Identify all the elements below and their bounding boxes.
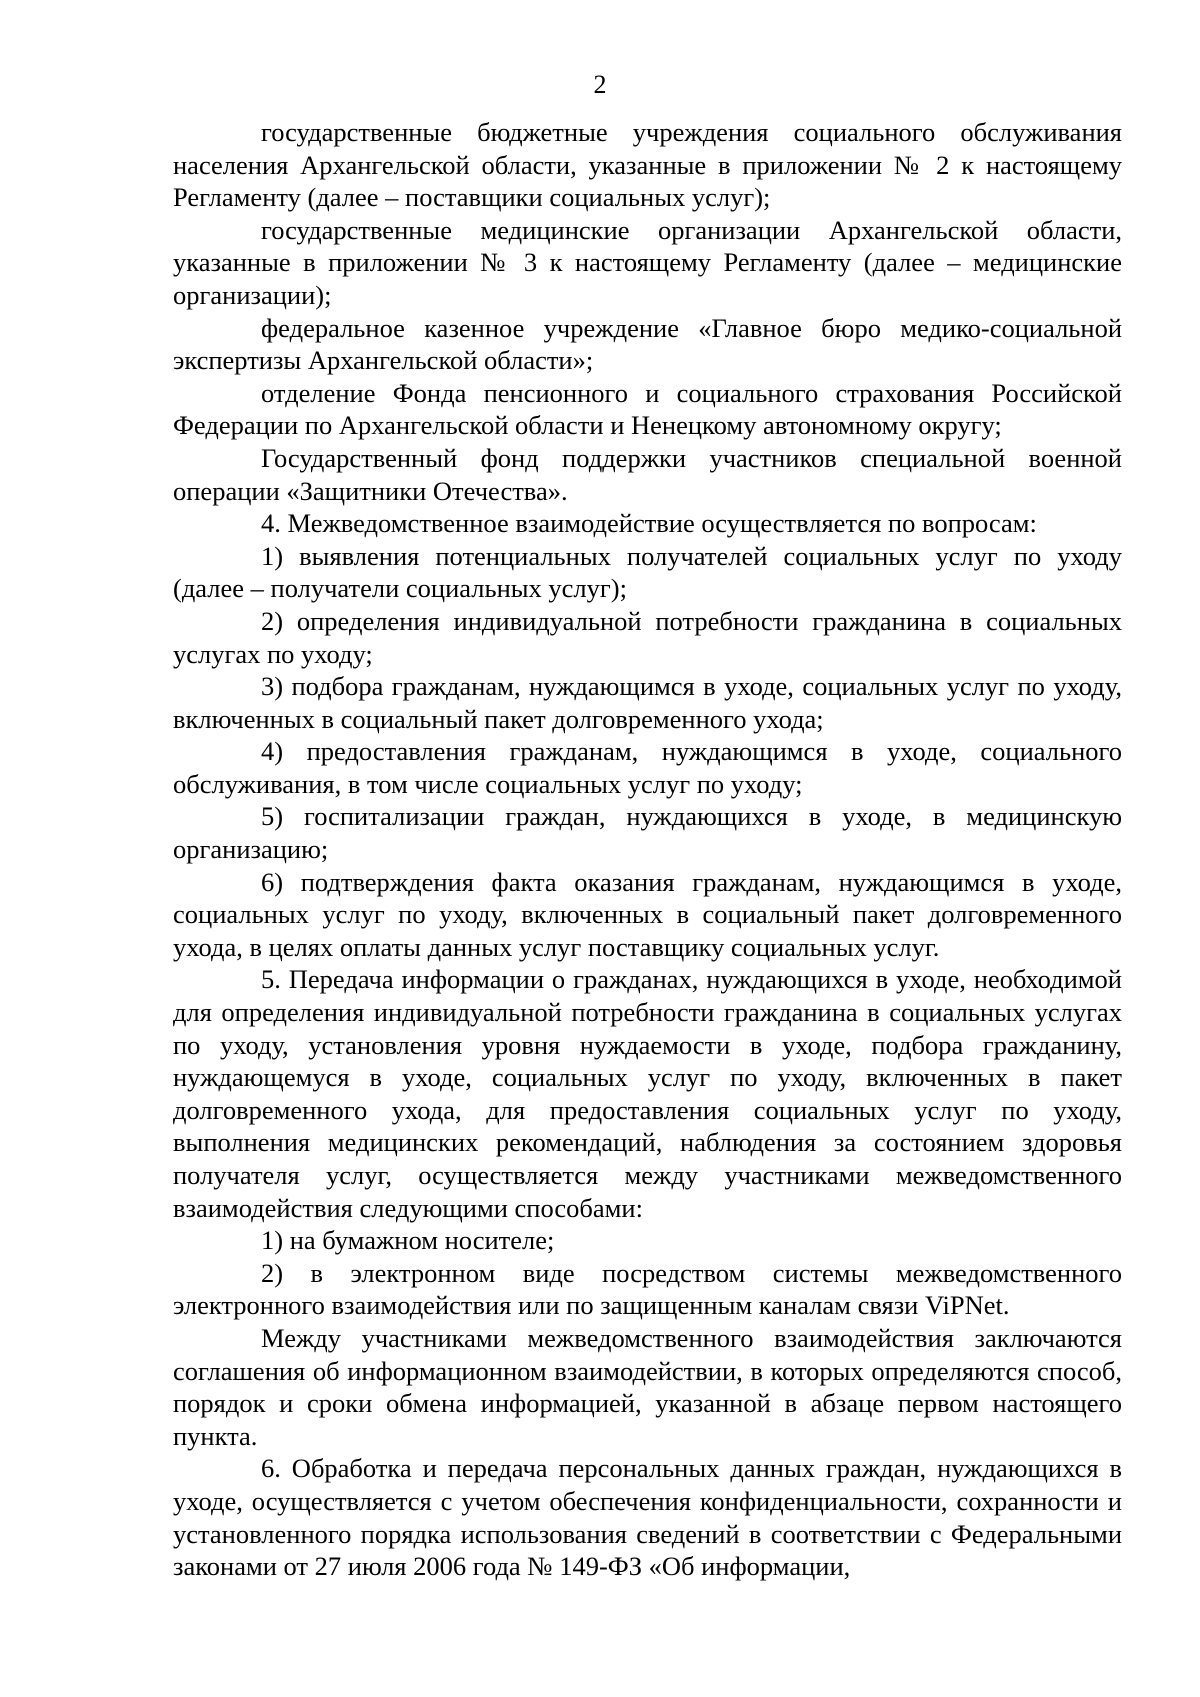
paragraph-item-4: 4. Межведомственное взаимодействие осуществляется по вопросам: [261,508,1037,539]
paragraph-medical-organizations: государственные медицинские организации Архангельской области, указанные в приложении № 3 к настоящему Регламенту (далее – медицинские организации); [173,214,1122,310]
page-number: 2 [593,70,607,99]
paragraph-item-4-5: 5) госпитализации граждан, нуждающихся в уходе, в медицинскую организацию; [173,801,1122,865]
paragraph-item-4-2: 2) определения индивидуальной потребности гражданина в социальных услугах по уходу; [173,605,1122,669]
paragraph-item-6: 6. Обработка и передача персональных данных граждан, нуждающихся в уходе, осуществляется с учетом обеспечения конфиденциальности, сохранности и установленного порядка использования сведений в соответствии с Федеральными законами от 27 июля 2006 года № 149-ФЗ «Об информации, [173,1453,1122,1582]
paragraph-service-providers: государственные бюджетные учреждения социального обслуживания населения Архангельской области, указанные в приложении № 2 к настоящему Регламенту (далее – поставщики социальных услуг); [173,117,1122,213]
paragraph-agreements: Между участниками межведомственного взаимодействия заключаются соглашения об информационном взаимодействии, в которых определяются способ, порядок и сроки обмена информацией, указанной в абзаце первом настоящего пункта. [173,1322,1122,1451]
paragraph-item-5-2: 2) в электронном виде посредством системы межведомственного электронного взаимодействия или по защищенным каналам связи ViPNet. [173,1257,1122,1321]
document-body [173,116,1122,1583]
paragraph-pension-fund: отделение Фонда пенсионного и социального страхования Российской Федерации по Архангельской области и Ненецкому автономному округу; [173,377,1122,441]
paragraph-item-4-4: 4) предоставления гражданам, нуждающимся в уходе, социального обслуживания, в том числе социальных услуг по уходу; [173,736,1122,799]
paragraph-item-5: 5. Передача информации о гражданах, нуждающихся в уходе, необходимой для определения индивидуальной потребности гражданина в социальных услугах по уходу, установления уровня нуждаемости в уходе, подбора гражданину, нуждающемуся в уходе, социальных услуг по уходу, включенных в пакет долговременного ухода, для предоставления социальных услуг по уходу, выполнения медицинских рекомендаций, наблюдения за состоянием здоровья получателя услуг, осуществляется между участниками межведомственного взаимодействия следующими способами: [173,964,1122,1223]
paragraph-item-4-3: 3) подбора гражданам, нуждающимся в уходе, социальных услуг по уходу, включенных в социальный пакет долговременного ухода; [173,671,1122,734]
paragraph-state-fund: Государственный фонд поддержки участников специальной военной операции «Защитники Отечества». [173,442,1122,506]
paragraph-item-4-6: 6) подтверждения факта оказания гражданам, нуждающимся в уходе, социальных услуг по уходу, включенных в социальный пакет долговременного ухода, в целях оплаты данных услуг поставщику социальных услуг. [173,866,1122,962]
paragraph-item-4-1: 1) выявления потенциальных получателей социальных услуг по уходу (далее – получатели социальных услуг); [173,540,1122,604]
paragraph-item-5-1: 1) на бумажном носителе; [261,1225,555,1256]
paragraph-mse-bureau: федеральное казенное учреждение «Главное бюро медико-социальной экспертизы Архангельской области»; [173,312,1122,376]
